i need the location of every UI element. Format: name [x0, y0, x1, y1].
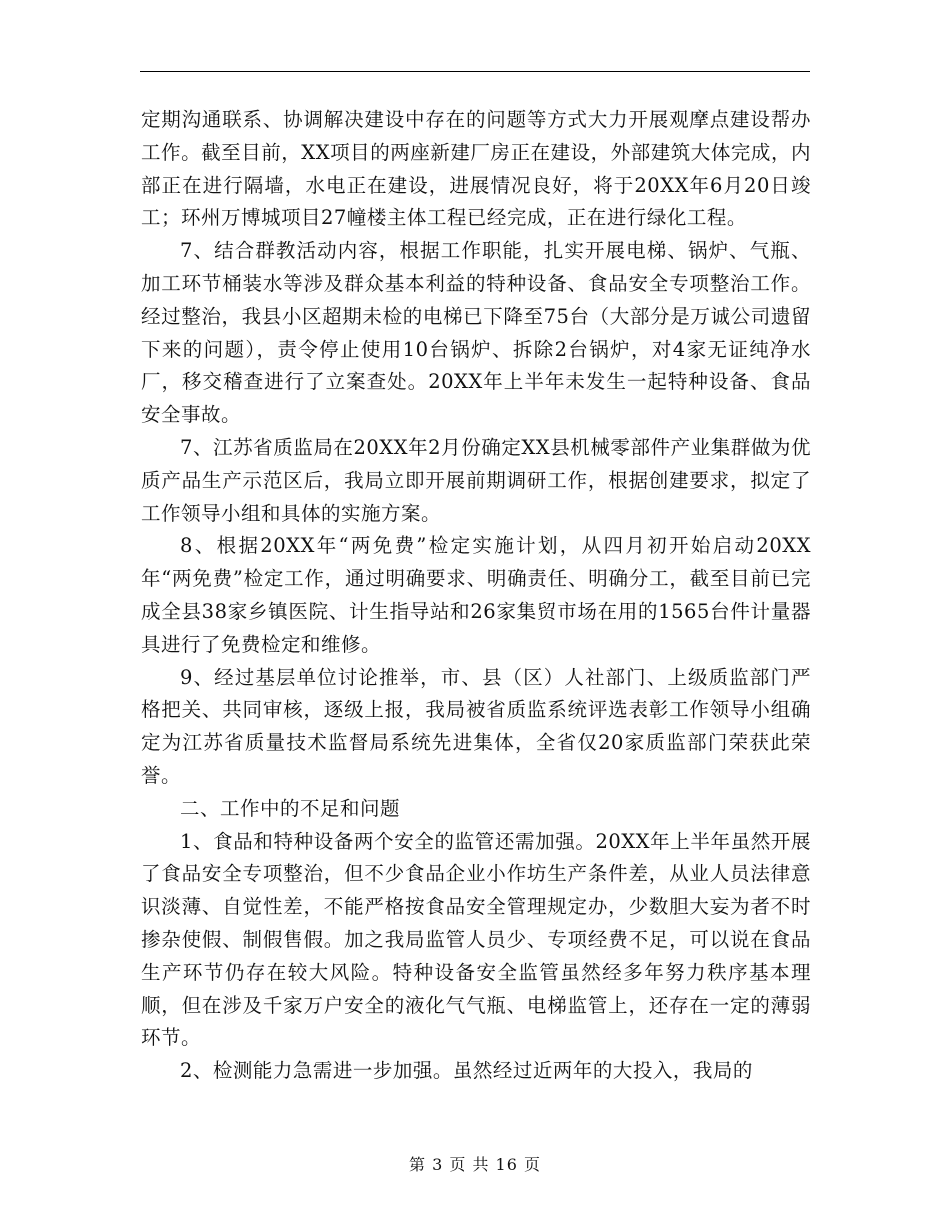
paragraph: 7、江苏省质监局在20XX年2月份确定XX县机械零部件产业集群做为优质产品生产示范区后，我局立即开展前期调研工作，根据创建要求，拟定了工作领导小组和具体的实施方案。 [141, 435, 811, 525]
paragraph: 定期沟通联系、协调解决建设中存在的问题等方式大力开展观摩点建设帮办工作。截至目前，XX项目的两座新建厂房正在建设，外部建筑大体完成，内部正在进行隔墙，水电正在建设，进展情况良好，将于20XX年6月20日竣工；环州万博城项目27幢楼主体工程已经完成，正在进行绿化工程。 [141, 108, 811, 230]
paragraph: 1、食品和特种设备两个安全的监管还需加强。20XX年上半年虽然开展了食品安全专项整治，但不少食品企业小作坊生产条件差，从业人员法律意识淡薄、自觉性差，不能严格按食品安全管理规定办，少数胆大妄为者不时掺杂使假、制假售假。加之我局监管人员少、专项经费不足，可以说在食品生产环节仍存在较大风险。特种设备安全监管虽然经多年努力秩序基本理顺，但在涉及千家万户安全的液化气气瓶、电梯监管上，还存在一定的薄弱环节。 [141, 829, 811, 1050]
header-rule [140, 71, 810, 72]
document-body [141, 104, 811, 1088]
page-number-footer: 第 3 页 共 16 页 [409, 1155, 541, 1174]
paragraph: 9、经过基层单位讨论推举，市、县（区）人社部门、上级质监部门严格把关、共同审核，逐级上报，我局被省质监系统评选表彰工作领导小组确定为江苏省质量技术监督局系统先进集体，全省仅20家质监部门荣获此荣誉。 [141, 665, 811, 787]
paragraph: 7、结合群教活动内容，根据工作职能，扎实开展电梯、锅炉、气瓶、加工环节桶装水等涉及群众基本利益的特种设备、食品安全专项整治工作。经过整治，我县小区超期未检的电梯已下降至75台（大部分是万诚公司遗留下来的问题），责令停止使用10台锅炉、拆除2台锅炉，对4家无证纯净水厂，移交稽查进行了立案查处。20XX年上半年未发生一起特种设备、食品安全事故。 [141, 239, 811, 427]
paragraph: 8、根据20XX年“两免费”检定实施计划，从四月初开始启动20XX年“两免费”检定工作，通过明确要求、明确责任、明确分工，截至目前已完成全县38家乡镇医院、计生指导站和26家集贸市场在用的1565台件计量器具进行了免费检定和维修。 [141, 534, 811, 656]
paragraph: 2、检测能力急需进一步加强。虽然经过近两年的大投入，我局的 [180, 1059, 753, 1083]
section-heading: 二、工作中的不足和问题 [180, 796, 401, 820]
